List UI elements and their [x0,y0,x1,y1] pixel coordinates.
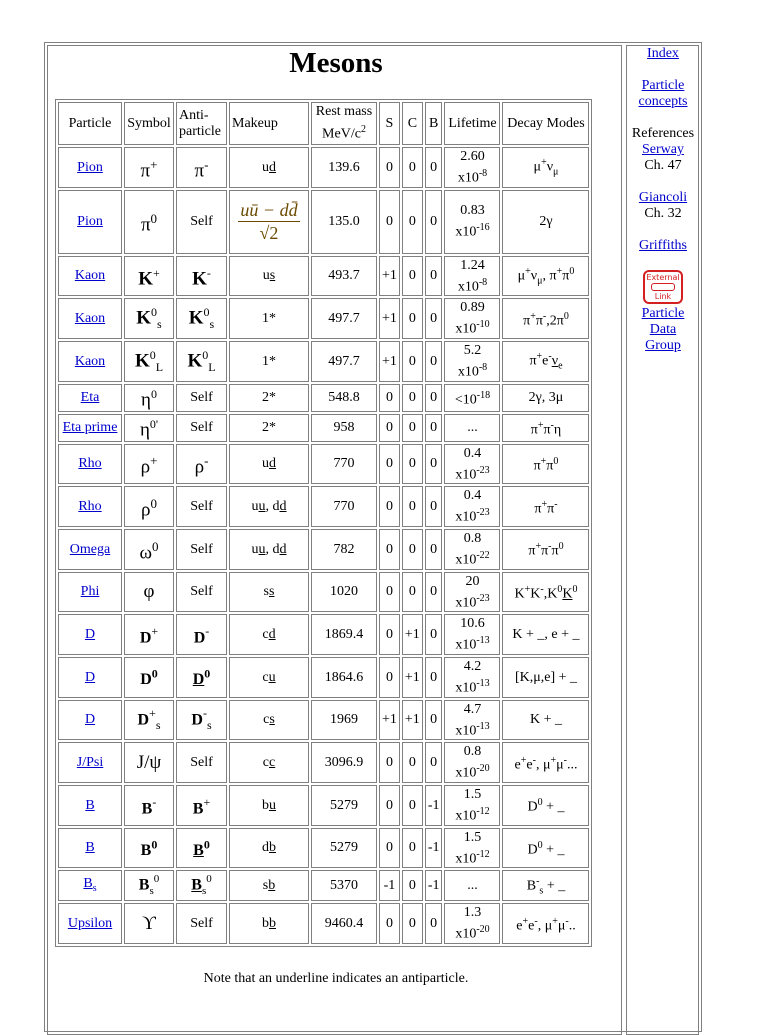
table-row [58,444,589,485]
lifetime-cell: 0.4 $x10^{-23}$ [444,444,500,485]
lifetime-cell: 2.60 $x10^{-8}$ [444,147,500,188]
s-cell: 0 [379,742,400,783]
lifetime-cell: 1.24 $x10^{-8}$ [444,256,500,297]
lifetime-cell: 0.4 $x10^{-23}$ [444,486,500,527]
c-cell: 0 [402,742,423,783]
decay-cell: e+e-, μ+μ-... [502,742,589,783]
c-cell: 0 [402,529,423,570]
s-cell: 0 [379,657,400,698]
antiparticle-cell: $K^0_s$ [176,298,227,339]
lifetime-cell: 0.8 $x10^{-22}$ [444,529,500,570]
c-cell: 0 [402,414,423,442]
particle-link[interactable]: Upsilon [67,916,113,932]
c-cell: +1 [402,657,423,698]
particle-concepts-link[interactable]: Particle concepts [638,78,688,109]
table-row [58,414,589,442]
s-cell: +1 [379,341,400,382]
lifetime-cell: 10.6 $x10^{-13}$ [444,614,500,655]
b-cell: 0 [425,903,443,944]
particle-link[interactable]: Rho [78,456,102,472]
decay-cell: $\mu^+\nu_\mu$ [502,147,589,188]
particle-link[interactable]: $B_s$ [83,875,97,894]
c-cell: 0 [402,486,423,527]
particle-link[interactable]: Phi [80,584,100,600]
lifetime-cell: 1.3 $x10^{-20}$ [444,903,500,944]
mass-cell: 1969 [311,700,377,741]
makeup-cell: db [229,828,309,869]
b-cell: 0 [425,742,443,783]
external-link-icon[interactable] [643,270,683,304]
header-row [58,102,589,145]
particle-link[interactable]: Rho [78,499,102,515]
particle-data-group-link[interactable]: Particle Data Group [641,306,685,353]
s-cell: 0 [379,444,400,485]
makeup-cell: cu [229,657,309,698]
decay-cell: $B^-_s$ + _ [502,870,589,901]
b-cell: -1 [425,870,443,901]
table-row [58,870,589,901]
particle-link[interactable]: D [84,627,96,643]
decay-cell: $K^+K^-,K^0K^0$ [502,572,589,613]
symbol-cell: ρ+ [124,444,174,485]
mass-cell: 770 [311,486,377,527]
s-cell: 0 [379,903,400,944]
header-mass: Rest mass MeV/$c^2$ [311,102,377,145]
decay-cell: $\pi^+\pi^0$ [502,444,589,485]
lifetime-cell: 4.2 $x10^{-13}$ [444,657,500,698]
mesons-table [55,99,592,947]
antiparticle-cell: Self [176,903,227,944]
s-cell: 0 [379,785,400,826]
header-antiparticle: Anti- particle [176,102,227,145]
mass-cell: 497.7 [311,298,377,339]
makeup-cell: ss [229,572,309,613]
s-cell: 0 [379,572,400,613]
header-particle: Particle [58,102,122,145]
table-row [58,256,589,297]
b-cell: 0 [425,657,443,698]
mass-cell: 9460.4 [311,903,377,944]
makeup-cell: ud [229,444,309,485]
symbol-cell: $\eta^0$ [124,384,174,412]
lifetime-cell: 1.5 $x10^{-12}$ [444,785,500,826]
decay-cell: $D^0$ + _ [502,828,589,869]
mass-cell: 497.7 [311,341,377,382]
symbol-cell: $K^0_L$ [124,341,174,382]
s-cell: 0 [379,190,400,254]
s-cell: +1 [379,700,400,741]
c-cell: 0 [402,870,423,901]
s-cell: 0 [379,614,400,655]
table-row [58,572,589,613]
table-row [58,700,589,741]
c-cell: +1 [402,700,423,741]
antiparticle-cell: K- [176,256,227,297]
makeup-cell: bu [229,785,309,826]
serway-chapter: Ch. 47 [644,158,682,173]
particle-link[interactable]: Pion [77,214,103,230]
table-row [58,529,589,570]
symbol-cell: B- [124,785,174,826]
antiparticle-cell: Self [176,529,227,570]
table-row [58,384,589,412]
s-cell: 0 [379,529,400,570]
lifetime-cell: 4.7 $x10^{-13}$ [444,700,500,741]
header-decay: Decay Modes [502,102,589,145]
makeup-cell [229,190,309,254]
b-cell: 0 [425,486,443,527]
mass-cell: 5279 [311,828,377,869]
chain-link-icon [651,283,675,291]
c-cell: 0 [402,341,423,382]
s-cell: +1 [379,298,400,339]
makeup-cell: sb [229,870,309,901]
decay-cell: e+e-, μ+μ-.. [502,903,589,944]
particle-link[interactable]: D [84,712,96,728]
b-cell: 0 [425,444,443,485]
symbol-cell: φ [124,572,174,613]
lifetime-cell: ... [444,414,500,442]
antiparticle-cell: Self [176,742,227,783]
decay-cell: 2γ [502,190,589,254]
antiparticle-cell: Self [176,572,227,613]
particle-link[interactable]: J/Psi [76,755,104,771]
header-lifetime: Lifetime [444,102,500,145]
makeup-cell: bb [229,903,309,944]
table-row [58,657,589,698]
c-cell: 0 [402,828,423,869]
symbol-cell: $K^0_s$ [124,298,174,339]
references-label: References [631,126,695,141]
symbol-cell: ϒ [124,903,174,944]
antiparticle-cell: Self [176,384,227,412]
s-cell: 0 [379,414,400,442]
mass-cell: 5279 [311,785,377,826]
table-row [58,341,589,382]
b-cell: 0 [425,414,443,442]
makeup-cell: cd [229,614,309,655]
symbol-cell: J/ψ [124,742,174,783]
symbol-cell: $\rho^0$ [124,486,174,527]
lifetime-cell: 5.2 $x10^{-8}$ [444,341,500,382]
table-row [58,486,589,527]
antiparticle-cell: $B^0$ [176,828,227,869]
lifetime-cell: 20 $x10^{-23}$ [444,572,500,613]
lifetime-cell: 0.8 $x10^{-20}$ [444,742,500,783]
c-cell: 0 [402,298,423,339]
particle-link[interactable]: D [84,669,96,685]
table-row [58,828,589,869]
decay-cell: $\pi^+\pi^-\pi^0$ [502,529,589,570]
c-cell: 0 [402,190,423,254]
particle-link[interactable]: Kaon [74,268,106,284]
antiparticle-cell: Self [176,190,227,254]
mass-cell: 1020 [311,572,377,613]
table-row [58,785,589,826]
decay-cell: $D^0$ + _ [502,785,589,826]
particle-link[interactable]: Omega [69,541,111,557]
decay-cell: $\pi^+\pi^-,2\pi^0$ [502,298,589,339]
symbol-cell: $\omega^0$ [124,529,174,570]
s-cell: -1 [379,870,400,901]
particle-link[interactable]: B [85,840,95,856]
mass-cell: 493.7 [311,256,377,297]
b-cell: 0 [425,256,443,297]
antiparticle-cell: π- [176,147,227,188]
page-title: Mesons [289,47,383,79]
makeup-cell: cs [229,700,309,741]
decay-cell: K + _ [502,700,589,741]
antiparticle-cell: Self [176,414,227,442]
symbol-cell: $D^+_s$ [124,700,174,741]
c-cell: 0 [402,903,423,944]
external-icon-text-top: External [646,273,680,282]
external-icon-text-bottom: Link [654,292,672,301]
antiparticle-cell: ρ- [176,444,227,485]
symbol-cell: $B_s^0$ [124,870,174,901]
b-cell: 0 [425,147,443,188]
makeup-cell: uu, dd [229,529,309,570]
mass-cell: 139.6 [311,147,377,188]
particle-link[interactable]: B [85,797,95,813]
header-makeup: Makeup [229,102,309,145]
decay-cell: 2γ, 3μ [502,384,589,412]
c-cell: 0 [402,147,423,188]
decay-cell: $\mu^+\nu_\mu$, $\pi^+\pi^0$ [502,256,589,297]
c-cell: 0 [402,444,423,485]
decay-cell: $\pi^+e^-\nu_e$ [502,341,589,382]
lifetime-cell: 0.89 $x10^{-10}$ [444,298,500,339]
b-cell: -1 [425,785,443,826]
b-cell: 0 [425,614,443,655]
makeup-cell: us [229,256,309,297]
symbol-cell: D+ [124,614,174,655]
lifetime-cell: $<10^{-18}$ [444,384,500,412]
decay-cell: [K,μ,e] + _ [502,657,589,698]
b-cell: 0 [425,190,443,254]
particle-link[interactable]: Eta [80,390,100,406]
c-cell: 0 [402,384,423,412]
s-cell: 0 [379,486,400,527]
makeup-cell: cc [229,742,309,783]
particle-link[interactable]: Kaon [74,353,106,369]
header-s: S [379,102,400,145]
antiparticle-cell: $K^0_L$ [176,341,227,382]
antiparticle-cell: Self [176,486,227,527]
mass-cell: 782 [311,529,377,570]
table-row [58,742,589,783]
makeup-cell: 2* [229,384,309,412]
makeup-formula: $\frac{uū - dd̄}{√2}$ [240,200,298,244]
lifetime-cell: 1.5 $x10^{-12}$ [444,828,500,869]
b-cell: 0 [425,341,443,382]
particle-link[interactable]: Pion [77,159,103,175]
header-symbol: Symbol [124,102,174,145]
c-cell: 0 [402,572,423,613]
s-cell: 0 [379,828,400,869]
table-row [58,903,589,944]
symbol-cell: $\eta^{0'}$ [124,414,174,442]
symbol-cell: $D^0$ [124,657,174,698]
b-cell: 0 [425,529,443,570]
makeup-cell: 1* [229,341,309,382]
symbol-cell: $\pi^0$ [124,190,174,254]
header-b: B [425,102,443,145]
s-cell: 0 [379,147,400,188]
b-cell: 0 [425,298,443,339]
table-row [58,147,589,188]
mass-cell: 5370 [311,870,377,901]
particle-link[interactable]: Eta prime [62,420,118,436]
c-cell: 0 [402,785,423,826]
mass-cell: 3096.9 [311,742,377,783]
lifetime-cell: 0.83 $x10^{-16}$ [444,190,500,254]
mass-cell: 1869.4 [311,614,377,655]
makeup-cell: ud [229,147,309,188]
b-cell: 0 [425,700,443,741]
griffiths-link[interactable]: Griffiths [639,238,687,253]
header-c: C [402,102,423,145]
mass-cell: 958 [311,414,377,442]
symbol-cell: $B^0$ [124,828,174,869]
c-cell: 0 [402,256,423,297]
table-row [58,190,589,254]
serway-link[interactable]: Serway [642,142,684,157]
s-cell: +1 [379,256,400,297]
symbol-cell: K+ [124,256,174,297]
makeup-cell: uu, dd [229,486,309,527]
index-link[interactable]: Index [647,46,679,61]
mass-cell: 1864.6 [311,657,377,698]
antiparticle-cell: B+ [176,785,227,826]
mass-cell: 548.8 [311,384,377,412]
makeup-cell: 2* [229,414,309,442]
lifetime-cell: ... [444,870,500,901]
s-cell: 0 [379,384,400,412]
particle-link[interactable]: Kaon [74,311,106,327]
decay-cell: K + _, e + _ [502,614,589,655]
b-cell: 0 [425,384,443,412]
table-row [58,614,589,655]
decay-cell: π+π-η [502,414,589,442]
sidebar [626,45,700,354]
giancoli-chapter: Ch. 32 [644,206,682,221]
giancoli-link[interactable]: Giancoli [638,190,688,205]
antiparticle-cell: D- [176,614,227,655]
symbol-cell: π+ [124,147,174,188]
antiparticle-cell: $D^0$ [176,657,227,698]
antiparticle-cell: $D^-_s$ [176,700,227,741]
mass-cell: 770 [311,444,377,485]
decay-cell: π+π- [502,486,589,527]
mass-cell: 135.0 [311,190,377,254]
antiparticle-cell: $B_s^0$ [176,870,227,901]
makeup-cell: 1* [229,298,309,339]
table-row [58,298,589,339]
c-cell: +1 [402,614,423,655]
footnote: Note that an underline indicates an antiparticle. [203,971,469,986]
b-cell: -1 [425,828,443,869]
b-cell: 0 [425,572,443,613]
